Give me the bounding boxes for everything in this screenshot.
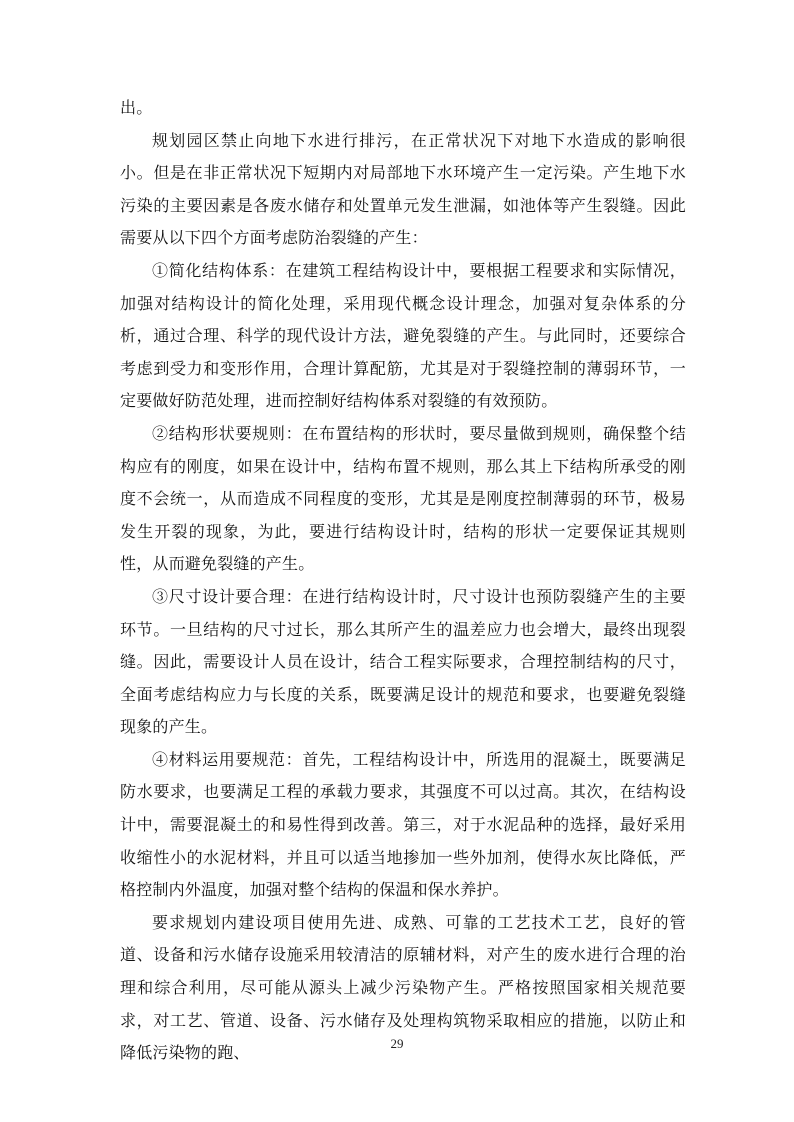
paragraph-simplify-structure: ①简化结构体系：在建筑工程结构设计中，要根据工程要求和实际情况，加强对结构设计的简化处理，采用现代概念设计理念，加强对复杂体系的分析，通过合理、科学的现代设计方法，避免裂缝的产生。与此同时，还要综合考虑到受力和变形作用，合理计算配筋，尤其是对于裂缝控制的薄弱环节，一定要做好防范处理，进而控制好结构体系对裂缝的有效预防。 xyxy=(120,260,686,411)
paragraph-regular-shape: ②结构形状要规则：在布置结构的形状时，要尽量做到规则，确保整个结构应有的刚度，如果在设计中，结构布置不规则，那么其上下结构所承受的刚度不会统一，从而造成不同程度的变形，尤其是是刚度控制薄弱的环节，极易发生开裂的现象，为此，要进行结构设计时，结构的形状一定要保证其规则性，从而避免裂缝的产生。 xyxy=(120,423,686,574)
paragraph-continuation: 出。 xyxy=(120,98,153,117)
document-body xyxy=(120,92,686,1070)
page-number: 29 xyxy=(390,1036,404,1051)
paragraph-project-requirements: 要求规划内建设项目使用先进、成熟、可靠的工艺技术工艺，良好的管道、设备和污水储存设施采用较清洁的原辅材料，对产生的废水进行合理的治理和综合利用，尽可能从源头上减少污染物产生。严格按照国家相关规范要求，对工艺、管道、设备、污水储存及处理构筑物采取相应的措施，以防止和降低污染物的跑、 xyxy=(120,912,686,1063)
paragraph-groundwater-intro: 规划园区禁止向地下水进行排污，在正常状况下对地下水造成的影响很小。但是在非正常状况下短期内对局部地下水环境产生一定污染。产生地下水污染的主要因素是各废水储存和处置单元发生泄漏，如池体等产生裂缝。因此需要从以下四个方面考虑防治裂缝的产生： xyxy=(120,130,686,248)
paragraph-material-use: ④材料运用要规范：首先，工程结构设计中，所选用的混凝土，既要满足防水要求，也要满足工程的承载力要求，其强度不可以过高。其次，在结构设计中，需要混凝土的和易性得到改善。第三，对于水泥品种的选择，最好采用收缩性小的水泥材料，并且可以适当地掺加一些外加剂，使得水灰比降低，严格控制内外温度，加强对整个结构的保温和保水养护。 xyxy=(120,749,686,900)
paragraph-reasonable-size: ③尺寸设计要合理：在进行结构设计时，尺寸设计也预防裂缝产生的主要环节。一旦结构的尺寸过长，那么其所产生的温差应力也会增大，最终出现裂缝。因此，需要设计人员在设计，结合工程实际要求，合理控制结构的尺寸，全面考虑结构应力与长度的关系，既要满足设计的规范和要求，也要避免裂缝现象的产生。 xyxy=(120,586,686,737)
